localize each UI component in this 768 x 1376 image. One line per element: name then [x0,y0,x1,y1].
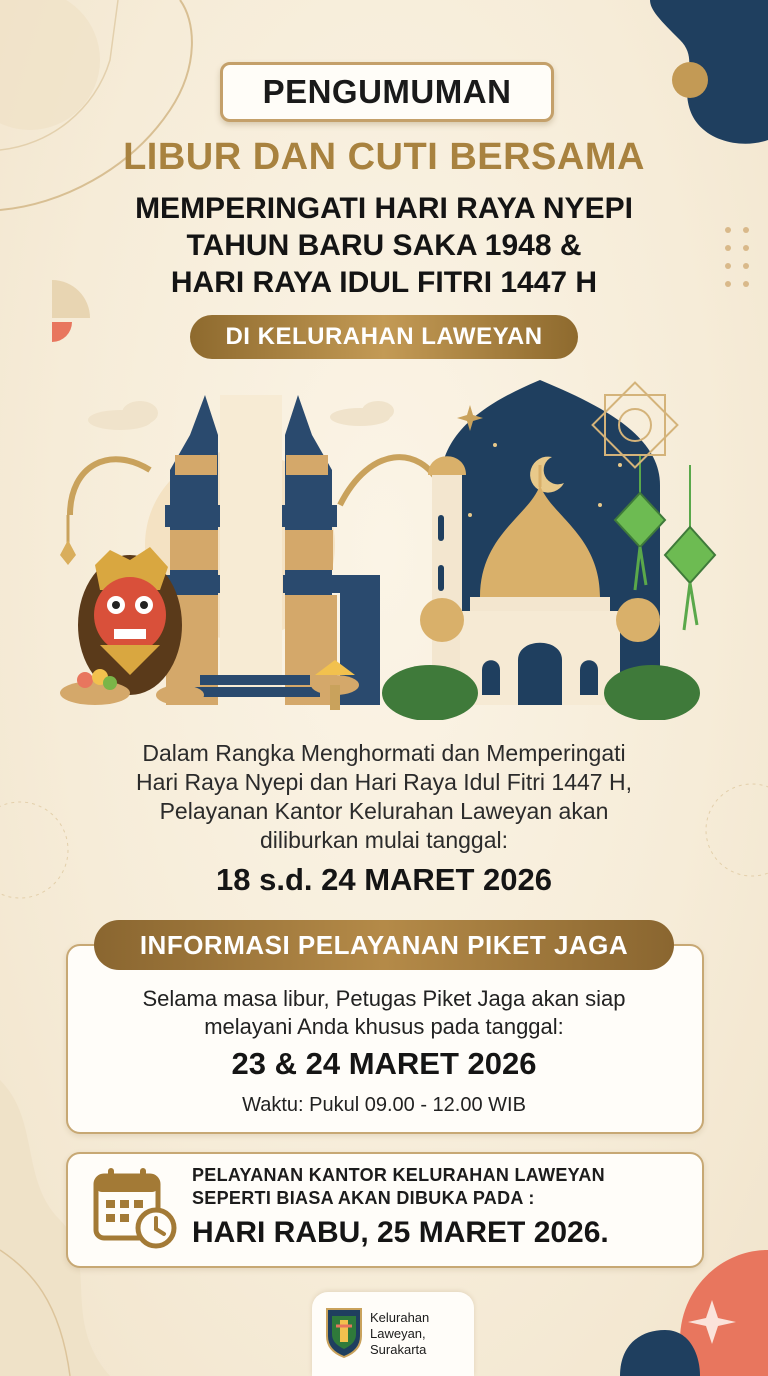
reopen-line-2: SEPERTI BIASA AKAN DIBUKA PADA : [192,1188,535,1208]
bali-temple-gate-icon [160,395,380,705]
body-line-1: Dalam Rangka Menghormati dan Memperingati [142,740,626,766]
reopen-line-1: PELAYANAN KANTOR KELURAHAN LAWEYAN [192,1165,605,1185]
body-line-3: Pelayanan Kantor Kelurahan Laweyan akan [159,798,609,824]
piket-time: Waktu: Pukul 09.00 - 12.00 WIB [242,1094,526,1116]
festival-illustration [40,375,730,720]
piket-line-1: Selama masa libur, Petugas Piket Jaga akan siap [142,986,626,1011]
holiday-date-range: 18 s.d. 24 MARET 2026 [216,862,552,897]
penjor-ornament-icon [60,515,76,565]
piket-line-2: melayani Anda khusus pada tanggal: [204,1014,564,1039]
mosque-icon [382,380,700,720]
piket-section-header: INFORMASI PELAYANAN PIKET JAGA [94,920,674,970]
piket-date: 23 & 24 MARET 2026 [231,1046,537,1081]
footer-line-1: Kelurahan [370,1310,430,1325]
pengumuman-badge: PENGUMUMAN [220,62,554,122]
location-badge: DI KELURAHAN LAWEYAN [190,315,578,359]
reopen-date: HARI RABU, 25 MARET 2026. [192,1216,609,1249]
islamic-ornament-icon [593,383,678,468]
body-line-4: diliburkan mulai tanggal: [259,827,509,853]
surakarta-emblem-icon [324,1306,364,1358]
footer-line-3: Surakarta [370,1342,427,1357]
footer-line-2: Laweyan, [370,1326,426,1341]
body-line-2: Hari Raya Nyepi dan Hari Raya Idul Fitri 1447 H, [136,769,632,795]
calendar-clock-icon [92,1166,178,1250]
subtitle-line-1: MEMPERINGATI HARI RAYA NYEPI [135,192,633,225]
subtitle-line-2: TAHUN BARU SAKA 1948 & [186,229,582,262]
page-title: LIBUR DAN CUTI BERSAMA [123,136,645,178]
subtitle-line-3: HARI RAYA IDUL FITRI 1447 H [170,266,598,299]
